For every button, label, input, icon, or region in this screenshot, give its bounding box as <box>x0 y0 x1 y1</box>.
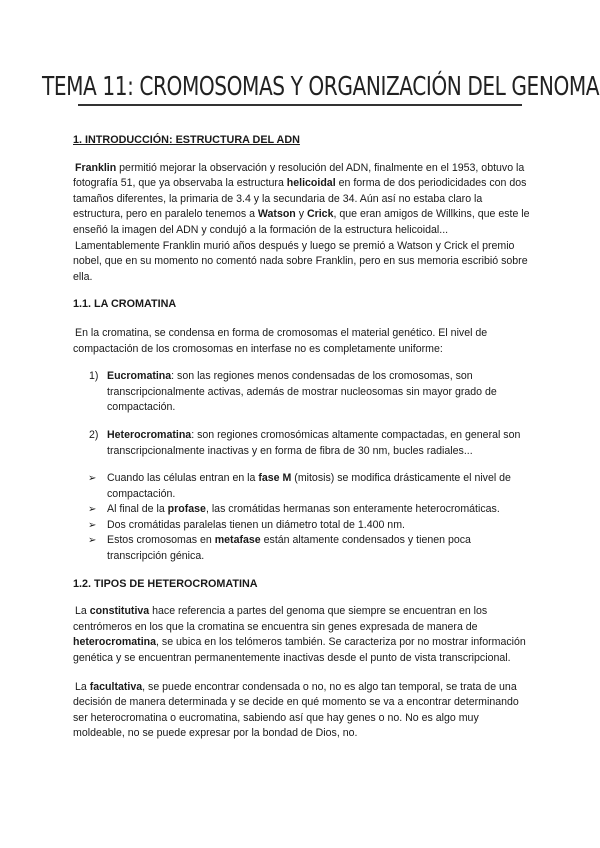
list-item <box>73 533 533 564</box>
arrow-bullet-icon: ➢ <box>88 504 97 516</box>
text-run: Dos cromátidas paralelas tienen un diámetro total de 1.400 nm. <box>107 518 405 531</box>
bold-term: fase M <box>258 472 292 485</box>
numbered-list <box>73 369 533 459</box>
bold-term: Watson <box>257 208 296 221</box>
text-run: permitió mejorar la observación y resolución del ADN, finalmente en el 1953, obtuvo la fotografía 51, que ya observaba la estructura <box>73 161 525 190</box>
bold-term: helicoidal <box>286 177 336 190</box>
cromatina-intro: En la cromatina, se condensa en forma de cromosomas el material genético. El nivel de compactación de los cromosomas en interfase no es completamente uniforme: <box>73 326 488 355</box>
text-run: , se ubica en los telómeros también. Se caracteriza por no mostrar información genética y se encuentran permanentemente inactivas desde el punto de vista transcripcional. <box>73 636 526 665</box>
text-run: están altamente condensados y tienen poca transcripción génica. <box>107 534 471 563</box>
section-heading-cromatina: 1.1. LA CROMATINA <box>73 298 177 311</box>
bold-term: Eucromatina <box>107 370 172 383</box>
title-underline <box>78 104 522 106</box>
tipos-paragraph-2 <box>73 680 533 742</box>
text-run: Cuando las células entran en la <box>107 472 259 485</box>
text-run: La <box>75 605 90 618</box>
page-title: TEMA 11: CROMOSOMAS Y ORGANIZACIÓN DEL GENOMA <box>42 72 600 102</box>
section-heading-intro: 1. INTRODUCCIÓN: ESTRUCTURA DEL ADN <box>73 134 300 146</box>
text-run: y <box>295 208 307 221</box>
arrow-bullet-list <box>73 471 533 565</box>
bold-term: facultativa <box>89 680 143 693</box>
bold-term: constitutiva <box>89 605 150 618</box>
section-heading-tipos: 1.2. TIPOS DE HETEROCROMATINA <box>73 577 258 590</box>
list-item <box>73 502 533 518</box>
bold-term: profase <box>167 503 206 516</box>
bold-term: heterocromatina <box>73 636 157 649</box>
list-item <box>73 428 533 459</box>
bold-term: Crick <box>306 208 334 221</box>
text-run: : son las regiones menos condensadas de los cromosomas, son transcripcionalmente activas, además de mostrar nucleosomas sin mayor grado de compactación. <box>107 370 497 414</box>
intro-paragraph-1 <box>73 161 533 239</box>
list-item <box>73 471 533 502</box>
intro-paragraph-2: Lamentablemente Franklin murió años después y luego se premió a Watson y Crick el premio nobel, que en su momento no comentó nada sobre Franklin, pero en sus memoria escribió sobre ella. <box>73 239 528 283</box>
arrow-bullet-icon: ➢ <box>88 473 97 485</box>
bold-term: Franklin <box>75 161 117 174</box>
document-body <box>73 133 533 742</box>
text-run: , las cromátidas hermanas son enteramente heterocromáticas. <box>205 503 500 516</box>
text-run: en forma de dos periodicidades con dos tamaños diferentes, la primaria de 3.4 y la secundaria de 34. Aún así no estaba claro la estructura, pero en paralelo tenemos a <box>73 177 527 221</box>
text-run: , que eran amigos de Willkins, que este le enseñó la imagen del ADN y condujó a la formación de la estructura helicoidal... <box>73 208 530 236</box>
text-run: hace referencia a partes del genoma que siempre se encuentran en los centrómeros en los que la cromatina se encuentra sin genes expresada de manera de <box>73 605 488 633</box>
list-number: 2) <box>89 428 99 441</box>
arrow-bullet-icon: ➢ <box>88 519 97 531</box>
bold-term: Heterocromatina <box>107 428 192 441</box>
text-run: (mitosis) se modifica drásticamente el nivel de compactación. <box>107 472 511 500</box>
text-run: Estos cromosomas en <box>107 534 215 547</box>
tipos-paragraph-1 <box>73 604 533 666</box>
list-item <box>73 518 533 534</box>
text-run: : son regiones cromosómicas altamente compactadas, en general son transcripcionalmente inactivas y en forma de fibra de 30 nm, bucles radiales... <box>107 428 521 457</box>
arrow-bullet-icon: ➢ <box>88 535 97 547</box>
text-run: , se puede encontrar condensada o no, no es algo tan temporal, se trata de una decisión de manera determinada y se decide en qué momento se va a encontrar determinando ser heterocromatina o eucromatina, sabiendo así que hay genes o no. No es algo muy moldeable, no se puede expresar por la bondad de Dios, no. <box>73 680 519 740</box>
bold-term: metafase <box>214 534 261 547</box>
text-run: Al final de la <box>107 503 168 516</box>
list-number: 1) <box>89 370 99 383</box>
text-run: La <box>75 680 90 693</box>
list-item <box>73 369 533 416</box>
